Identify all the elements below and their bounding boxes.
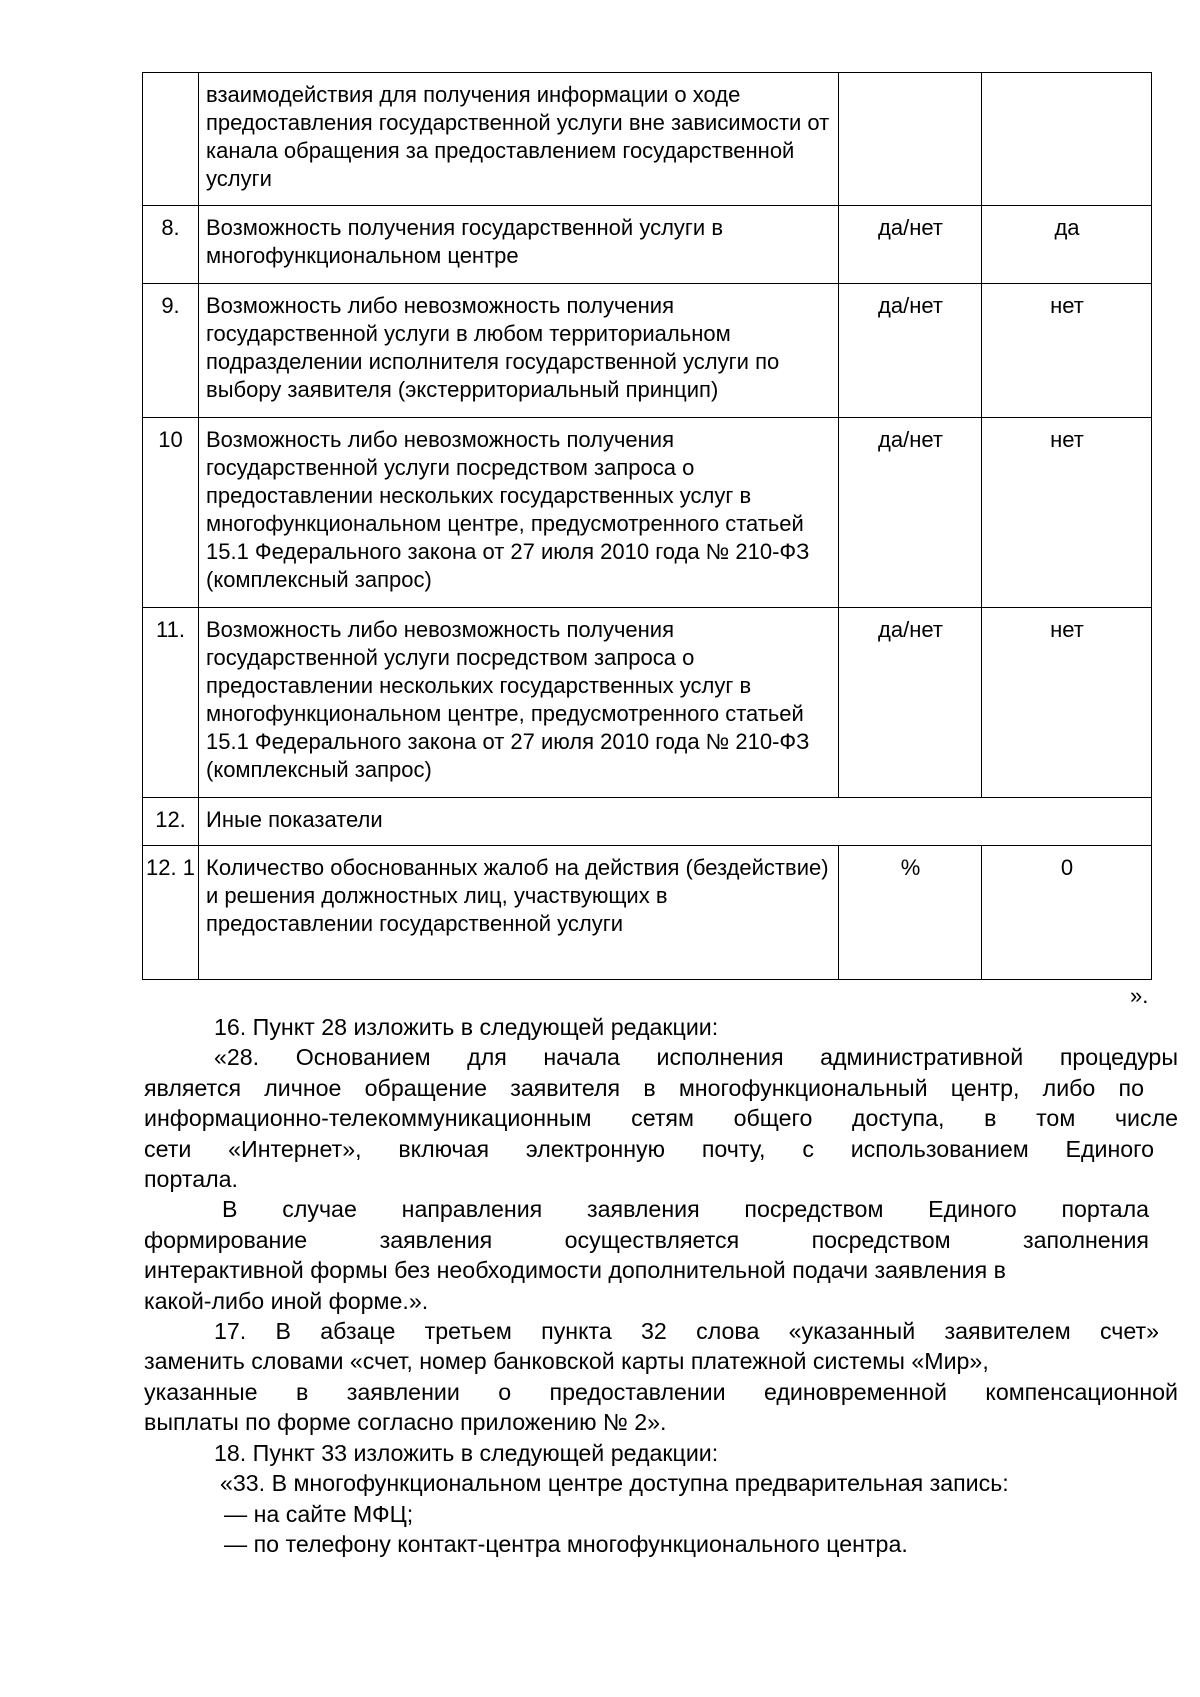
row-value: да xyxy=(982,206,1152,284)
row-description: Возможность получения государственной услуги в многофункциональном центре xyxy=(199,206,839,284)
row-value xyxy=(982,73,1152,206)
table-row xyxy=(143,608,1152,798)
table-row xyxy=(143,206,1152,284)
row-number: 9. xyxy=(143,284,199,418)
row-value: нет xyxy=(982,608,1152,798)
table-row xyxy=(143,284,1152,418)
paragraph-18: 18. Пункт 33 изложить в следующей редакции: xyxy=(214,1439,719,1466)
indicators-table-container xyxy=(142,72,1151,980)
table-row xyxy=(143,798,1152,846)
row-number: 12. xyxy=(143,798,199,846)
text-line: информационно-телекоммуникационным сетям общего доступа, в том числе xyxy=(144,1105,1178,1132)
row-number xyxy=(143,73,199,206)
row-value: нет xyxy=(982,418,1152,608)
text-line: портала. xyxy=(144,1166,238,1193)
paragraph-17 xyxy=(144,1316,1178,1438)
row-number: 12. 1 xyxy=(143,846,199,980)
document-body xyxy=(144,1012,1178,1559)
row-unit: да/нет xyxy=(839,608,982,798)
text-line: заменить словами «счет, номер банковской карты платежной системы «Мир», xyxy=(144,1348,989,1375)
row-number: 11. xyxy=(143,608,199,798)
text-line: формирование заявления осуществляется посредством заполнения xyxy=(144,1226,1149,1253)
row-value: нет xyxy=(982,284,1152,418)
row-number: 10 xyxy=(143,418,199,608)
paragraph-portal xyxy=(144,1194,1178,1316)
paragraph-33: «33. В многофункциональном центре доступна предварительная запись: xyxy=(220,1470,1009,1497)
text-line: 17. В абзаце третьем пункта 32 слова «указанный заявителем счет» xyxy=(214,1318,1159,1345)
list-item-phone: — по телефону контакт-центра многофункционального центра. xyxy=(224,1530,908,1557)
row-description: Иные показатели xyxy=(199,798,1152,846)
row-description: Возможность либо невозможность получения государственной услуги посредством запроса о предоставлении нескольких государственных услуг в многофункциональном центре, предусмотренного статьей 15.1 Федерального закона от 27 июля 2010 года № 210-ФЗ (комплексный запрос) xyxy=(199,418,839,608)
row-description: Возможность либо невозможность получения государственной услуги в любом территориальном подразделении исполнителя государственной услуги по выбору заявителя (экстерриториальный принцип) xyxy=(199,284,839,418)
row-unit: % xyxy=(839,846,982,980)
row-unit: да/нет xyxy=(839,206,982,284)
text-line: является личное обращение заявителя в многофункциональный центр, либо по xyxy=(144,1074,1144,1101)
indicators-table xyxy=(142,72,1152,980)
table-row xyxy=(143,73,1152,206)
row-unit xyxy=(839,73,982,206)
table-row xyxy=(143,846,1152,980)
table-closing-quote: ». xyxy=(1130,983,1149,1008)
paragraph-28 xyxy=(144,1042,1178,1194)
row-unit: да/нет xyxy=(839,284,982,418)
row-description: Возможность либо невозможность получения государственной услуги посредством запроса о предоставлении нескольких государственных услуг в многофункциональном центре, предусмотренного статьей 15.1 Федерального закона от 27 июля 2010 года № 210-ФЗ (комплексный запрос) xyxy=(199,608,839,798)
row-value: 0 xyxy=(982,846,1152,980)
paragraph-16: 16. Пункт 28 изложить в следующей редакции: xyxy=(214,1014,719,1040)
text-line: выплаты по форме согласно приложению № 2». xyxy=(144,1409,667,1436)
text-line: интерактивной формы без необходимости дополнительной подачи заявления в xyxy=(144,1257,1006,1284)
row-description: взаимодействия для получения информации о ходе предоставления государственной услуги вне зависимости от канала обращения за предоставлением государственной услуги xyxy=(199,73,839,206)
text-line: какой-либо иной форме.». xyxy=(144,1287,429,1314)
text-line: «28. Основанием для начала исполнения административной процедуры xyxy=(214,1044,1178,1071)
text-line: сети «Интернет», включая электронную почту, с использованием Единого xyxy=(144,1135,1154,1162)
table-row xyxy=(143,418,1152,608)
text-line: В случае направления заявления посредством Единого портала xyxy=(222,1196,1149,1223)
row-unit: да/нет xyxy=(839,418,982,608)
row-number: 8. xyxy=(143,206,199,284)
row-description: Количество обоснованных жалоб на действия (бездействие) и решения должностных лиц, участвующих в предоставлении государственной услуги xyxy=(199,846,839,980)
list-item-site: — на сайте МФЦ; xyxy=(224,1500,414,1527)
text-line: указанные в заявлении о предоставлении единовременной компенсационной xyxy=(144,1378,1178,1405)
